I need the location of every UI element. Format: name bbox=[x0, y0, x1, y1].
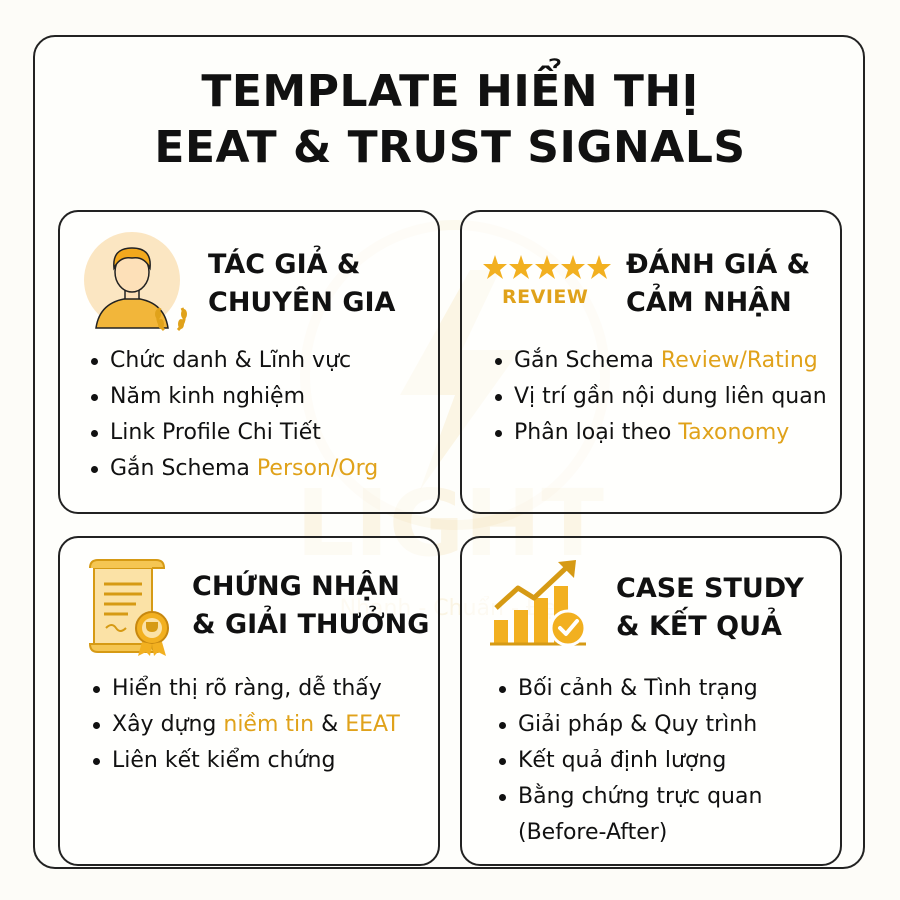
item-highlight: Review/Rating bbox=[660, 348, 818, 373]
heading-line-2: & KẾT QUẢ bbox=[616, 611, 782, 642]
five-stars-icon bbox=[482, 254, 612, 282]
certificates-list bbox=[90, 671, 400, 779]
list-item-continuation: (Before-After) bbox=[518, 820, 668, 845]
card-certificates-awards bbox=[58, 536, 440, 866]
list-item: Chức danh & Lĩnh vực bbox=[88, 343, 378, 379]
item-prefix: Xây dựng bbox=[112, 712, 224, 737]
heading-line-1: TÁC GIẢ & bbox=[208, 249, 361, 280]
list-item bbox=[88, 451, 378, 487]
card-case-study bbox=[460, 536, 842, 866]
card-heading bbox=[626, 246, 810, 322]
heading-line-1: CASE STUDY bbox=[616, 573, 804, 604]
item-highlight: Taxonomy bbox=[678, 420, 790, 445]
certificate-icon bbox=[80, 558, 180, 658]
card-heading bbox=[192, 568, 429, 644]
list-item bbox=[492, 343, 827, 379]
heading-line-2: CHUYÊN GIA bbox=[208, 287, 396, 318]
heading-line-1: ĐÁNH GIÁ & bbox=[626, 249, 811, 280]
growth-chart-icon bbox=[488, 558, 598, 650]
heading-line-2: CẢM NHẬN bbox=[626, 287, 792, 318]
review-list bbox=[492, 343, 827, 451]
card-heading bbox=[616, 570, 804, 646]
heading-line-1: CHỨNG NHẬN bbox=[192, 571, 400, 602]
item-prefix: Phân loại theo bbox=[514, 420, 679, 445]
card-author-expert bbox=[58, 210, 440, 514]
title-line-2: EEAT & TRUST SIGNALS bbox=[154, 122, 746, 173]
list-item: Liên kết kiểm chứng bbox=[90, 743, 400, 779]
list-item bbox=[492, 415, 827, 451]
item-highlight-2: EEAT bbox=[345, 712, 400, 737]
page-title bbox=[0, 64, 900, 176]
heading-line-2: & GIẢI THƯỞNG bbox=[192, 609, 430, 640]
list-item: Bằng chứng trực quan bbox=[496, 779, 762, 815]
list-item: Link Profile Chi Tiết bbox=[88, 415, 378, 451]
list-item: Hiển thị rõ ràng, dễ thấy bbox=[90, 671, 400, 707]
case-study-list bbox=[496, 671, 762, 815]
card-heading bbox=[208, 246, 395, 322]
item-prefix: Gắn Schema bbox=[110, 456, 257, 481]
list-item bbox=[90, 707, 400, 743]
list-item: Kết quả định lượng bbox=[496, 743, 762, 779]
item-prefix: Gắn Schema bbox=[514, 348, 661, 373]
item-highlight: Person/Org bbox=[256, 456, 379, 481]
list-item: Bối cảnh & Tình trạng bbox=[496, 671, 762, 707]
item-highlight: niềm tin bbox=[223, 712, 315, 737]
author-avatar-icon bbox=[82, 230, 192, 340]
title-line-1: TEMPLATE HIỂN THỊ bbox=[201, 66, 699, 117]
card-reviews bbox=[460, 210, 842, 514]
author-list bbox=[88, 343, 378, 487]
list-item: Năm kinh nghiệm bbox=[88, 379, 378, 415]
item-middle: & bbox=[314, 712, 346, 737]
list-item: Vị trí gần nội dung liên quan bbox=[492, 379, 827, 415]
list-item: Giải pháp & Quy trình bbox=[496, 707, 762, 743]
review-label: REVIEW bbox=[502, 286, 589, 308]
